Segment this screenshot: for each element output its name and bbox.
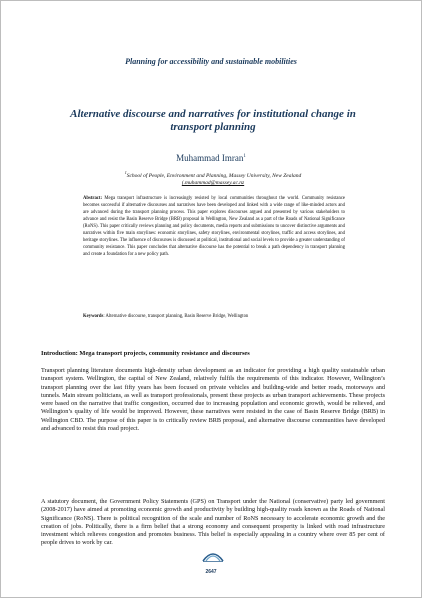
abstract-text: Mega transport infrastructure is increasingly resisted by local communities throughout the world. Community resistance becomes successful if alternative discourses and narratives have been developed and linked with a wide range of like-minded actors and are advanced during the transport planning process. This paper explores discourses argued and presented by various stakeholders to advance and resist the Basin Reserve Bridge (BRB) proposal in Wellington, New Zealand as a part of the Roads of National Significance (RoNS). This paper critically reviews planning and policy documents, media reports and submissions to uncover distinctive arguments and narratives within five main storylines: economic storylines, safety storylines, environmental storylines, traffic and access storylines, and heritage storylines. The influence of discourses is discussed at political, institutional and social levels to provide a greater understanding of community resistance. This paper concludes that alternative discourse has the potential to break a path dependency in transport planning and create a foundation for a new policy path.: [83, 196, 345, 257]
abstract: [83, 195, 345, 258]
author-line: [1, 153, 421, 163]
body-paragraph: A statutory document, the Government Policy Statements (GPS) on Transport under the National (conservative) party led government (2008-2017) have aimed at promoting economic growth and productivity by building high-quality roads known as the Roads of National Significance (RoNS). There is political recognition of the scale and number of RoNS necessary to accelerate economic growth and the creation of jobs. Politically, there is a firm belief that a strong economy and consequent prosperity is linked with road infrastructure investment which relieves congestion and promotes business. This belief is especially appealing in a country where over 85 per cent of people drives to work by car.: [41, 498, 385, 547]
keywords-text: : Alternative discourse, transport planning, Basin Reserve Bridge, Wellington: [103, 314, 249, 319]
paper-title: Alternative discourse and narratives for institutional change in transport planning: [70, 108, 356, 133]
author-affiliation-marker: 1: [243, 154, 246, 159]
affiliation-marker: 1: [124, 170, 127, 175]
conference-logo: [201, 545, 225, 565]
author-email-link[interactable]: (.muhammad@massey.ac.nz: [181, 179, 245, 186]
author-name: Muhammad Imran: [176, 153, 244, 163]
conference-header: Planning for accessibility and sustainable mobilities: [125, 57, 297, 66]
affiliation: [91, 169, 335, 187]
keywords: [83, 313, 345, 320]
affiliation-text: School of People, Environment and Planning, Massey University, New Zealand: [126, 172, 302, 179]
keywords-label: Keywords: [83, 314, 104, 319]
abstract-label: Abstract:: [83, 196, 103, 201]
page-number: 2647: [205, 569, 217, 575]
section-heading-introduction: Introduction: Mega transport projects, community resistance and discourses: [41, 350, 250, 357]
body-paragraph: Transport planning literature documents high-density urban development as an indicator for providing a high quality sustainable urban transport system. Wellington, the capital of New Zealand, relatively fulfils the requirements of this indicator. However, Wellington’s transport planning over the last fifty years has been focused on private vehicles and building-wide and better roads, motorways and tunnels. Main stream politicians, as well as transport professionals, present these projects as urban transport achievements. These projects were based on the narrative that traffic congestion, occurred due to increasing population and economic growth, would be relieved, and Wellington’s quality of life would be improved. However, these narratives were resisted in the case of Basin Reserve Bridge (BRB) in Wellington CBD. The purpose of this paper is to critically review BRB proposal, and alternative discourse communities have developed and advanced to resist this road project.: [41, 367, 385, 433]
